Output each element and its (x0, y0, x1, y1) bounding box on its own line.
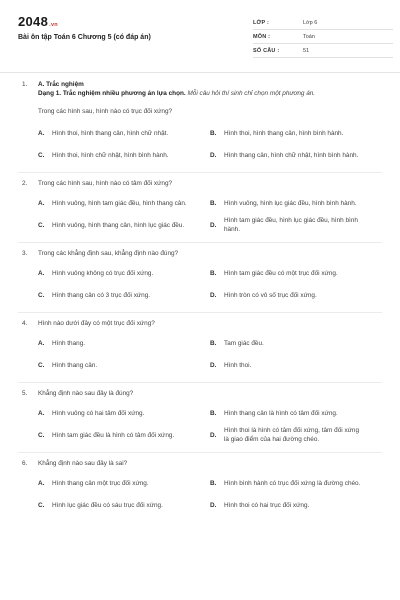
option-letter: D. (210, 151, 217, 159)
question-divider (18, 382, 382, 383)
option-letter: C. (38, 221, 45, 229)
options-grid (38, 192, 382, 236)
option-text: Hình vuông, hình lục giác đều, hình bình hành. (224, 199, 357, 207)
meta-row-subject (253, 30, 393, 44)
option-text: Hình thang cân có 3 trục đối xứng. (52, 291, 151, 299)
option-letter: A. (38, 479, 45, 487)
document-title: Bài ôn tập Toán 6 Chương 5 (có đáp án) (18, 34, 151, 41)
option-letter: B. (210, 409, 217, 417)
option-letter: C. (38, 151, 45, 159)
option-text: Hình vuông, hình tam giác đều, hình thang cân. (52, 199, 187, 207)
option-letter: C. (38, 291, 45, 299)
question-number: 1. (22, 81, 28, 88)
subtitle-italic: Mỗi câu hỏi thí sinh chỉ chọn một phương án. (187, 90, 316, 97)
section-subtitle (38, 89, 382, 98)
option-letter: D. (210, 361, 217, 369)
option-text: Hình tròn có vô số trục đối xứng. (224, 291, 317, 299)
meta-key: MÔN : (253, 34, 271, 40)
option-letter: A. (38, 339, 45, 347)
option-text: Hình bình hành có trục đối xứng là đường chéo. (224, 479, 361, 487)
option-letter: B. (210, 199, 217, 207)
option-a[interactable] (38, 472, 210, 494)
option-c[interactable] (38, 214, 210, 236)
options-grid (38, 262, 382, 306)
question-text: Trong các hình sau, hình nào có trục đối xứng? (38, 108, 173, 115)
logo-tld: .vn (49, 22, 58, 28)
meta-key: LỚP : (253, 20, 269, 26)
section-title: A. Trắc nghiệm (38, 81, 84, 88)
option-text: Hình tam giác đều, hình lục giác đều, hình bình hành. (224, 217, 358, 233)
question-text: Khẳng định nào sau đây là sai? (38, 460, 128, 467)
option-c[interactable] (38, 144, 210, 166)
option-letter: D. (210, 501, 217, 509)
meta-key: SỐ CÂU : (253, 48, 280, 54)
option-d[interactable] (210, 284, 382, 306)
question-number: 2. (22, 180, 28, 187)
option-d[interactable] (210, 214, 382, 236)
option-letter: B. (210, 339, 217, 347)
options-grid (38, 332, 382, 376)
question-2 (18, 179, 382, 236)
option-letter: D. (210, 291, 217, 299)
option-b[interactable] (210, 192, 382, 214)
option-a[interactable] (38, 332, 210, 354)
option-text: Hình tam giác đều có một trục đối xứng. (224, 269, 338, 277)
meta-row-class (253, 16, 393, 30)
option-a[interactable] (38, 262, 210, 284)
meta-value: 51 (303, 48, 310, 54)
subtitle-bold: Dạng 1. Trắc nghiệm nhiều phương án lựa chọn. (38, 90, 186, 97)
question-text: Trong các khẳng định sau, khẳng định nào đúng? (38, 250, 179, 257)
question-6 (18, 459, 382, 516)
meta-row-count (253, 44, 393, 58)
options-grid (38, 122, 382, 166)
question-3 (18, 249, 382, 306)
option-letter: C. (38, 501, 45, 509)
option-text: Hình thoi là hình có tâm đối xứng, tâm đối xứng là giao điểm của hai đường chéo. (224, 427, 360, 443)
question-text: Khẳng định nào sau đây là đúng? (38, 390, 134, 397)
options-grid (38, 402, 382, 446)
option-letter: C. (38, 431, 45, 439)
option-text: Hình thang. (52, 339, 86, 347)
option-text: Hình thoi. (224, 361, 252, 369)
option-d[interactable] (210, 144, 382, 166)
option-letter: A. (38, 269, 45, 277)
question-divider (18, 242, 382, 243)
meta-value: Toán (303, 34, 315, 40)
header-divider (0, 72, 400, 73)
options-grid (38, 472, 382, 516)
option-b[interactable] (210, 402, 382, 424)
question-number: 3. (22, 250, 28, 257)
option-letter: D. (210, 221, 217, 229)
option-c[interactable] (38, 284, 210, 306)
meta-value: Lớp 6 (303, 20, 318, 26)
option-letter: B. (210, 129, 217, 137)
option-text: Hình thoi, hình thang cân, hình bình hành. (224, 129, 344, 137)
option-c[interactable] (38, 494, 210, 516)
question-number: 4. (22, 320, 28, 327)
question-text: Trong các hình sau, hình nào có tâm đối xứng? (38, 180, 173, 187)
option-text: Hình thang cân, hình chữ nhật, hình bình hành. (224, 151, 359, 159)
option-letter: B. (210, 269, 217, 277)
question-divider (18, 312, 382, 313)
option-text: Hình thoi, hình thang cân, hình chữ nhật. (52, 129, 169, 137)
option-text: Hình thang cân. (52, 361, 98, 369)
option-text: Hình lục giác đều có sáu trục đối xứng. (52, 501, 163, 509)
option-text: Hình thoi, hình chữ nhật, hình bình hành. (52, 151, 169, 159)
meta-info (253, 16, 393, 58)
option-d[interactable] (210, 494, 382, 516)
option-letter: B. (210, 479, 217, 487)
option-text: Hình tam giác đều là hình có tâm đối xứng. (52, 431, 175, 439)
option-text: Hình vuông có hai tâm đối xứng. (52, 409, 145, 417)
option-c[interactable] (38, 354, 210, 376)
page-header (18, 14, 382, 62)
site-logo[interactable] (18, 14, 58, 29)
question-5 (18, 389, 382, 446)
option-b[interactable] (210, 262, 382, 284)
option-letter: C. (38, 361, 45, 369)
option-text: Hình vuông không có trục đối xứng. (52, 269, 154, 277)
logo-main: 2048 (18, 14, 49, 29)
option-letter: A. (38, 129, 45, 137)
question-number: 6. (22, 460, 28, 467)
option-c[interactable] (38, 424, 210, 446)
option-letter: A. (38, 409, 45, 417)
question-number: 5. (22, 390, 28, 397)
option-text: Hình thang cân là hình có tâm đối xứng. (224, 409, 338, 417)
option-d[interactable] (210, 424, 382, 446)
option-b[interactable] (210, 472, 382, 494)
question-divider (18, 452, 382, 453)
option-a[interactable] (38, 122, 210, 144)
option-b[interactable] (210, 122, 382, 144)
question-text: Hình nào dưới đây có một trục đối xứng? (38, 320, 155, 327)
question-list (18, 80, 382, 516)
option-letter: A. (38, 199, 45, 207)
option-text: Tam giác đều. (224, 339, 264, 347)
option-text: Hình vuông, hình thang cân, hình lục giác đều. (52, 221, 185, 229)
option-letter: D. (210, 431, 217, 439)
option-a[interactable] (38, 192, 210, 214)
question-4 (18, 319, 382, 376)
option-text: Hình thang cân một trục đối xứng. (52, 479, 149, 487)
option-text: Hình thoi có hai trục đối xứng. (224, 501, 310, 509)
question-1 (18, 80, 382, 166)
option-a[interactable] (38, 402, 210, 424)
question-divider (18, 172, 382, 173)
option-b[interactable] (210, 332, 382, 354)
option-d[interactable] (210, 354, 382, 376)
